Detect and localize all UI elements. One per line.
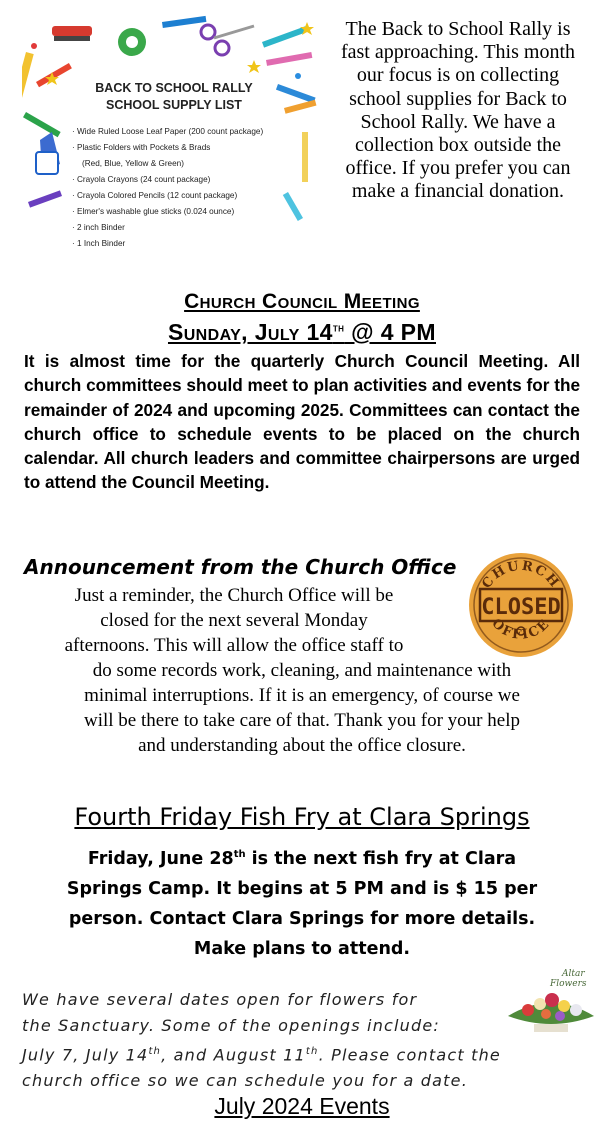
badge-top-text: CHURCH <box>479 558 563 592</box>
flowers-date-1: July 7, July 14 <box>22 1045 149 1065</box>
fish-fry-title: Fourth Friday Fish Fry at Clara Springs <box>74 803 530 831</box>
list-item: · Plastic Folders with Pockets & Brads <box>72 140 302 156</box>
flowers-line3-rest: . Please contact the <box>318 1045 501 1065</box>
council-title: Church Council Meeting <box>184 290 420 313</box>
supply-list <box>72 124 302 252</box>
council-date-suffix: @ 4 PM <box>344 319 436 345</box>
announcement-line: Just a reminder, the Church Office will be <box>74 585 394 606</box>
flowers-date-1-sup: th <box>148 1046 162 1057</box>
rally-paragraph: The Back to School Rally is fast approaching. This month our focus is on collecting school supplies for Back to School Rally. We have a collection box outside the office. If you prefer you can make a financial donation. <box>340 18 576 203</box>
list-item: (Red, Blue, Yellow & Green) <box>82 159 184 168</box>
flowers-date-2: , and August 11 <box>161 1045 306 1065</box>
announcement-line: afternoons. This will allow the office staff to <box>64 635 404 656</box>
fish-fry-date: Friday, June 28 <box>87 848 234 869</box>
list-item: · Elmer's washable glue sticks (0.024 ounce) <box>72 204 302 220</box>
fish-fry-paragraph <box>24 840 580 964</box>
list-item: · 2 inch Binder <box>72 220 302 236</box>
flowers-line: church office so we can schedule you for a date. <box>22 1071 468 1091</box>
altar-label: Altar <box>562 969 585 979</box>
flowers-date-2-sup: th <box>305 1046 319 1057</box>
flowers-line <box>22 1039 588 1068</box>
flyer-title-line2: SCHOOL SUPPLY LIST <box>106 98 242 112</box>
announcement-line: will be there to take care of that. Thank you for your help <box>84 710 520 731</box>
list-item: · Crayola Crayons (24 count package) <box>72 172 302 188</box>
july-events-title: July 2024 Events <box>214 1093 390 1119</box>
flyer-title-line1: BACK TO SCHOOL RALLY <box>95 81 253 95</box>
flowers-line: the Sanctuary. Some of the openings include: <box>22 1016 441 1035</box>
list-item: · Wide Ruled Loose Leaf Paper (200 count package) <box>72 124 302 140</box>
fish-fry-date-sup: th <box>233 849 246 860</box>
school-supply-flyer <box>22 12 322 280</box>
flowers-line: We have several dates open for flowers for <box>22 990 418 1009</box>
announcement-paragraph <box>24 583 580 758</box>
announcement-line: and understanding about the office closure. <box>138 735 466 756</box>
badge-bottom-text: OFFICE <box>488 615 554 643</box>
council-paragraph: It is almost time for the quarterly Church Council Meeting. All church committees should meet to plan activities and events for the remainder of 2024 and upcoming 2025. Committees can contact the church office to schedule events to be placed on the church calendar. All church leaders and committee chairpersons are urged to attend the Council Meeting. <box>24 351 580 493</box>
announcement-line: closed for the next several Monday <box>100 610 368 631</box>
council-date-sup: th <box>332 322 345 335</box>
badge-middle-text: CLOSED <box>481 595 561 620</box>
fish-fry-line: Springs Camp. It begins at 5 PM and is $ 15 per <box>66 878 538 899</box>
flyer-title <box>84 80 264 114</box>
fish-fry-line <box>24 840 580 874</box>
fish-fry-line1-rest: is the next fish fry at Clara <box>245 848 517 869</box>
council-date <box>0 319 604 346</box>
fish-fry-line: Make plans to attend. <box>193 938 411 959</box>
announcement-line: minimal interruptions. If it is an emergency, of course we <box>84 685 520 706</box>
flowers-paragraph <box>22 987 588 1094</box>
announcement-title: Announcement from the Church Office <box>24 555 457 579</box>
flowers-label: Flowers <box>550 979 587 989</box>
list-item: · 1 Inch Binder <box>72 236 302 252</box>
announcement-line: do some records work, cleaning, and maintenance with <box>92 660 512 681</box>
council-date-prefix: Sunday, July 14 <box>167 319 333 345</box>
list-item: · Crayola Colored Pencils (12 count package) <box>72 188 302 204</box>
fish-fry-line: person. Contact Clara Springs for more details. <box>68 908 536 929</box>
